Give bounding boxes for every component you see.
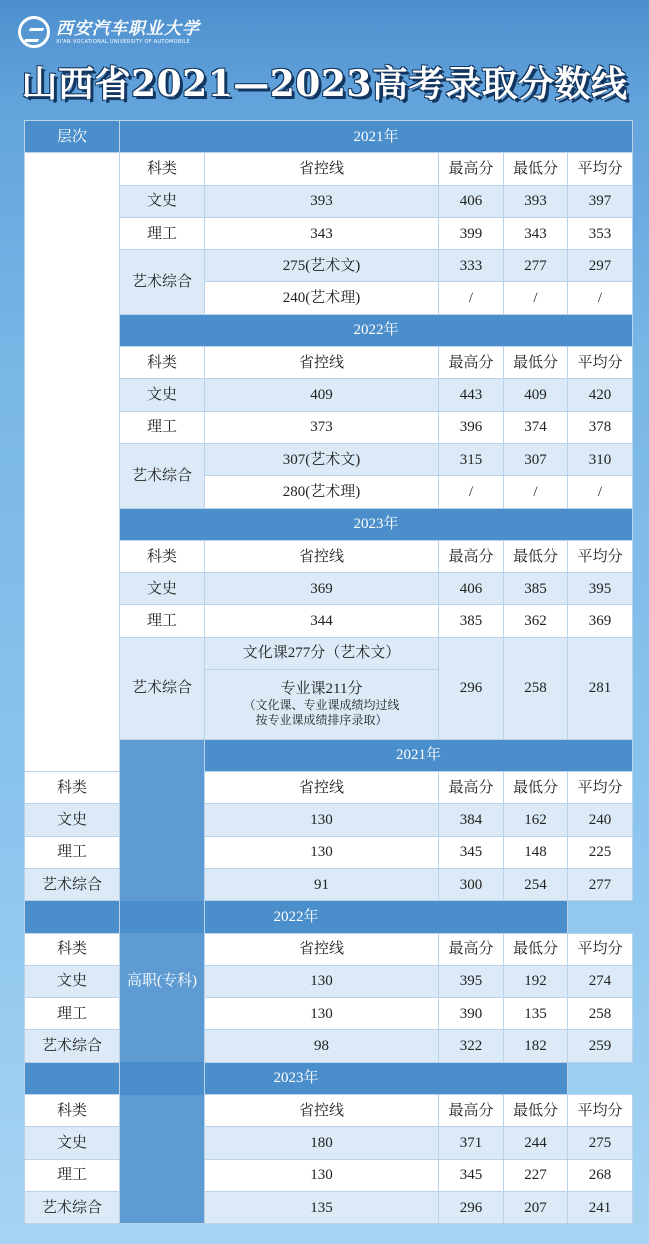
col-max: 最高分 xyxy=(439,772,504,804)
cell-min: 277 xyxy=(504,250,568,282)
cell-avg: 268 xyxy=(568,1159,633,1191)
col-category: 科类 xyxy=(120,153,205,185)
year-header: 2021年 xyxy=(120,121,633,153)
cell-max: 406 xyxy=(439,185,504,217)
cell-category: 理工 xyxy=(25,998,120,1030)
cell-control: 343 xyxy=(205,217,439,249)
cell-control: 文化课277分（艺术文） xyxy=(205,637,439,669)
cell-avg: 275 xyxy=(568,1127,633,1159)
cell-avg: / xyxy=(568,476,633,508)
cell-min: 374 xyxy=(504,411,568,443)
table-row xyxy=(25,804,633,836)
cell-control: 344 xyxy=(205,605,439,637)
admission-score-table xyxy=(24,120,633,1224)
cell-control: 373 xyxy=(205,411,439,443)
col-category: 科类 xyxy=(25,1095,120,1127)
cell-control: 240(艺术理) xyxy=(205,282,439,314)
cell-avg: 353 xyxy=(568,217,633,249)
logo-name-cn: 西安汽车职业大学 xyxy=(56,18,200,39)
cell-min: 258 xyxy=(504,637,568,739)
note-line-2: 按专业课成绩排序录取） xyxy=(255,713,388,728)
col-min: 最低分 xyxy=(504,540,568,572)
cell-control: 280(艺术理) xyxy=(205,476,439,508)
cell-control: 275(艺术文) xyxy=(205,250,439,282)
col-avg: 平均分 xyxy=(568,933,633,965)
col-avg: 平均分 xyxy=(568,347,633,379)
cell-category: 文史 xyxy=(120,379,205,411)
cell-max: 443 xyxy=(439,379,504,411)
cell-min: 343 xyxy=(504,217,568,249)
cell-avg: 420 xyxy=(568,379,633,411)
cell-max: 384 xyxy=(439,804,504,836)
column-header-row xyxy=(25,153,633,185)
cell-category: 文史 xyxy=(25,1127,120,1159)
col-min: 最低分 xyxy=(504,153,568,185)
col-max: 最高分 xyxy=(439,1095,504,1127)
year-label: 2021年 xyxy=(205,739,633,771)
cell-control: 135 xyxy=(205,1191,439,1223)
cell-avg: 281 xyxy=(568,637,633,739)
cell-max: / xyxy=(439,476,504,508)
cell-avg: 369 xyxy=(568,605,633,637)
cell-control-note xyxy=(205,669,439,739)
col-category: 科类 xyxy=(25,772,120,804)
cell-category: 艺术综合 xyxy=(120,443,205,508)
cell-control: 130 xyxy=(205,804,439,836)
cell-category: 理工 xyxy=(25,836,120,868)
table-row xyxy=(25,836,633,868)
cell-min: / xyxy=(504,476,568,508)
university-logo xyxy=(18,14,200,50)
cell-control: 130 xyxy=(205,836,439,868)
cell-avg: 241 xyxy=(568,1191,633,1223)
year-label: 2023年 xyxy=(120,508,633,540)
col-min: 最低分 xyxy=(504,933,568,965)
cell-min: 244 xyxy=(504,1127,568,1159)
col-min: 最低分 xyxy=(504,1095,568,1127)
cell-min: / xyxy=(504,282,568,314)
cell-avg: 258 xyxy=(568,998,633,1030)
cell-max: 390 xyxy=(439,998,504,1030)
table-row xyxy=(25,1159,633,1191)
cell-max: 399 xyxy=(439,217,504,249)
year-label: 2023年 xyxy=(25,1062,568,1094)
col-avg: 平均分 xyxy=(568,540,633,572)
cell-avg: 378 xyxy=(568,411,633,443)
cell-avg: 310 xyxy=(568,443,633,475)
cell-category: 文史 xyxy=(120,185,205,217)
cell-avg: 297 xyxy=(568,250,633,282)
table-row xyxy=(25,998,633,1030)
column-header-row xyxy=(25,1095,633,1127)
cell-category: 理工 xyxy=(120,411,205,443)
level-undergrad: 本科 xyxy=(25,153,120,772)
cell-min: 409 xyxy=(504,379,568,411)
cell-min: 162 xyxy=(504,804,568,836)
cell-max: 395 xyxy=(439,965,504,997)
cell-max: 296 xyxy=(439,1191,504,1223)
logo-emblem-icon xyxy=(18,16,50,48)
cell-category: 艺术综合 xyxy=(25,1191,120,1223)
cell-min: 207 xyxy=(504,1191,568,1223)
cell-category: 文史 xyxy=(25,804,120,836)
column-header-row xyxy=(25,772,633,804)
cell-control: 130 xyxy=(205,965,439,997)
col-avg: 平均分 xyxy=(568,772,633,804)
note-line-1: （文化课、专业课成绩均过线 xyxy=(243,698,400,713)
cell-category: 文史 xyxy=(25,965,120,997)
cell-avg: 274 xyxy=(568,965,633,997)
table-row xyxy=(25,965,633,997)
cell-control: 130 xyxy=(205,1159,439,1191)
col-control: 省控线 xyxy=(205,772,439,804)
col-category: 科类 xyxy=(25,933,120,965)
cell-max: 345 xyxy=(439,1159,504,1191)
cell-category: 理工 xyxy=(25,1159,120,1191)
cell-control: 91 xyxy=(205,868,439,900)
cell-category: 艺术综合 xyxy=(120,637,205,739)
col-control: 省控线 xyxy=(205,933,439,965)
col-max: 最高分 xyxy=(439,933,504,965)
cell-control: 369 xyxy=(205,573,439,605)
cell-avg: 240 xyxy=(568,804,633,836)
cell-max: 385 xyxy=(439,605,504,637)
col-control: 省控线 xyxy=(205,540,439,572)
column-header-row xyxy=(25,933,633,965)
professional-score: 专业课211分 xyxy=(280,681,363,698)
col-category: 科类 xyxy=(120,347,205,379)
table-header-row xyxy=(25,121,633,153)
cell-max: 406 xyxy=(439,573,504,605)
col-avg: 平均分 xyxy=(568,1095,633,1127)
col-min: 最低分 xyxy=(504,772,568,804)
year-row xyxy=(25,901,633,933)
cell-min: 135 xyxy=(504,998,568,1030)
col-control: 省控线 xyxy=(205,347,439,379)
cell-max: 396 xyxy=(439,411,504,443)
cell-min: 362 xyxy=(504,605,568,637)
cell-max: 300 xyxy=(439,868,504,900)
cell-control: 393 xyxy=(205,185,439,217)
table-row xyxy=(25,1191,633,1223)
cell-control: 180 xyxy=(205,1127,439,1159)
cell-min: 182 xyxy=(504,1030,568,1062)
cell-max: 371 xyxy=(439,1127,504,1159)
cell-max: 345 xyxy=(439,836,504,868)
cell-min: 227 xyxy=(504,1159,568,1191)
col-max: 最高分 xyxy=(439,153,504,185)
cell-max: 322 xyxy=(439,1030,504,1062)
cell-avg: 397 xyxy=(568,185,633,217)
cell-max: / xyxy=(439,282,504,314)
col-category: 科类 xyxy=(120,540,205,572)
col-min: 最低分 xyxy=(504,347,568,379)
cell-avg: 277 xyxy=(568,868,633,900)
cell-category: 艺术综合 xyxy=(120,250,205,315)
cell-max: 296 xyxy=(439,637,504,739)
cell-control: 307(艺术文) xyxy=(205,443,439,475)
cell-min: 192 xyxy=(504,965,568,997)
cell-max: 333 xyxy=(439,250,504,282)
cell-category: 文史 xyxy=(120,573,205,605)
table-row xyxy=(25,868,633,900)
table-row xyxy=(25,1127,633,1159)
col-max: 最高分 xyxy=(439,540,504,572)
cell-min: 385 xyxy=(504,573,568,605)
cell-control: 98 xyxy=(205,1030,439,1062)
cell-control: 409 xyxy=(205,379,439,411)
year-label: 2022年 xyxy=(25,901,568,933)
level-vocational: 高职(专科) xyxy=(120,739,205,1223)
cell-category: 理工 xyxy=(120,217,205,249)
col-control: 省控线 xyxy=(205,153,439,185)
page-title: 山西省2021—2023高考录取分数线 xyxy=(21,63,628,105)
table-row xyxy=(25,1030,633,1062)
cell-avg: 395 xyxy=(568,573,633,605)
cell-category: 艺术综合 xyxy=(25,1030,120,1062)
cell-category: 理工 xyxy=(120,605,205,637)
cell-min: 254 xyxy=(504,868,568,900)
cell-avg: / xyxy=(568,282,633,314)
col-max: 最高分 xyxy=(439,347,504,379)
cell-category: 艺术综合 xyxy=(25,868,120,900)
cell-avg: 259 xyxy=(568,1030,633,1062)
cell-max: 315 xyxy=(439,443,504,475)
col-control: 省控线 xyxy=(205,1095,439,1127)
level-header: 层次 xyxy=(25,121,120,153)
cell-avg: 225 xyxy=(568,836,633,868)
year-row xyxy=(25,1062,633,1094)
cell-control: 130 xyxy=(205,998,439,1030)
logo-name-en: XI'AN VOCATIONAL UNIVERSITY OF AUTOMOBILE xyxy=(56,38,190,45)
year-label: 2022年 xyxy=(120,314,633,346)
cell-min: 307 xyxy=(504,443,568,475)
cell-min: 393 xyxy=(504,185,568,217)
col-avg: 平均分 xyxy=(568,153,633,185)
cell-min: 148 xyxy=(504,836,568,868)
